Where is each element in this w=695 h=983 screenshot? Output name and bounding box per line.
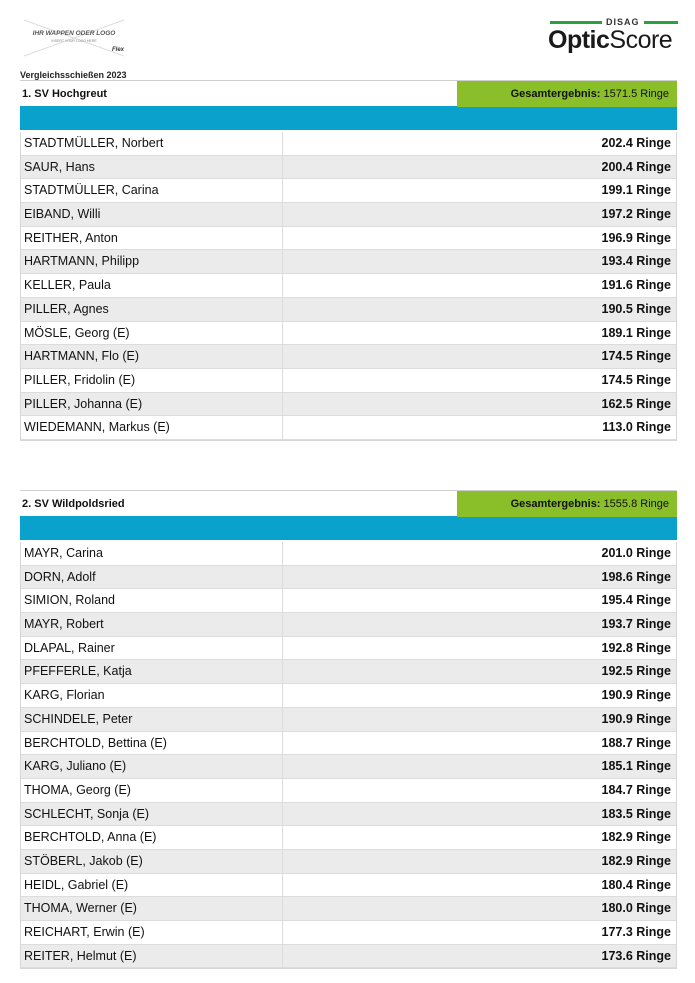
- table-row: [21, 945, 676, 969]
- member-score: 202.4 Ringe: [601, 136, 671, 150]
- member-score: 193.7 Ringe: [601, 617, 671, 632]
- member-score: 197.2 Ringe: [601, 207, 671, 222]
- member-score: 185.1 Ringe: [601, 759, 671, 774]
- table-row: [21, 732, 676, 756]
- member-name: KARG, Juliano (E): [21, 755, 283, 778]
- member-score: 190.5 Ringe: [601, 301, 671, 316]
- member-score: 190.9 Ringe: [601, 711, 671, 726]
- team-total-badge: [457, 491, 677, 517]
- table-row: [21, 156, 676, 180]
- table-row: [21, 274, 676, 298]
- table-row: [21, 708, 676, 732]
- member-name: STÖBERL, Jakob (E): [21, 850, 283, 873]
- member-score: 173.6 Ringe: [601, 948, 671, 963]
- table-row: [21, 897, 676, 921]
- table-row: [21, 369, 676, 393]
- member-table: [20, 542, 677, 969]
- team-section-2: [20, 490, 677, 969]
- member-name: DORN, Adolf: [21, 566, 283, 589]
- member-name: MAYR, Robert: [21, 613, 283, 636]
- total-label: Gesamtergebnis:: [510, 498, 601, 510]
- member-score: 180.0 Ringe: [601, 901, 671, 916]
- table-row: [21, 566, 676, 590]
- member-name: STADTMÜLLER, Carina: [21, 179, 283, 202]
- table-row: [21, 132, 676, 156]
- table-row: [21, 921, 676, 945]
- table-row: [21, 637, 676, 661]
- member-score: 191.6 Ringe: [601, 278, 671, 293]
- member-name: HARTMANN, Flo (E): [21, 345, 283, 368]
- table-row: [21, 826, 676, 850]
- member-score: 195.4 Ringe: [601, 593, 671, 608]
- member-score: 180.4 Ringe: [601, 877, 671, 892]
- member-score: 192.5 Ringe: [601, 664, 671, 679]
- logo-flex-text: Flex: [111, 47, 124, 53]
- member-name: BERCHTOLD, Bettina (E): [21, 732, 283, 755]
- table-row: [21, 755, 676, 779]
- member-name: BERCHTOLD, Anna (E): [21, 826, 283, 849]
- member-score: 199.1 Ringe: [601, 183, 671, 198]
- member-name: KARG, Florian: [21, 684, 283, 707]
- table-row: [21, 322, 676, 346]
- table-header-band: [20, 106, 677, 132]
- logo-placeholder-text: IHR WAPPEN ODER LOGO: [32, 30, 116, 37]
- member-name: WIEDEMANN, Markus (E): [21, 416, 283, 439]
- member-table: [20, 132, 677, 441]
- member-name: PILLER, Johanna (E): [21, 393, 283, 416]
- team-total-value: 1555.8 Ringe: [603, 498, 669, 510]
- total-label: Gesamtergebnis:: [510, 88, 601, 100]
- member-score: 182.9 Ringe: [601, 853, 671, 868]
- table-row: [21, 684, 676, 708]
- member-name: STADTMÜLLER, Norbert: [21, 132, 283, 155]
- member-name: PILLER, Fridolin (E): [21, 369, 283, 392]
- member-score: 193.4 Ringe: [601, 254, 671, 269]
- member-score: 174.5 Ringe: [601, 349, 671, 364]
- member-name: REITHER, Anton: [21, 227, 283, 250]
- logo-sub-text: INSERT YOUR LOGO HERE: [51, 39, 97, 43]
- brand-bar-right: [644, 21, 678, 24]
- member-name: HEIDL, Gabriel (E): [21, 874, 283, 897]
- member-score: 200.4 Ringe: [601, 159, 671, 174]
- member-score: 188.7 Ringe: [601, 735, 671, 750]
- member-name: SAUR, Hans: [21, 156, 283, 179]
- member-score: 182.9 Ringe: [601, 830, 671, 845]
- member-name: THOMA, Werner (E): [21, 897, 283, 920]
- member-score: 177.3 Ringe: [601, 925, 671, 939]
- table-row: [21, 203, 676, 227]
- team-header: [20, 490, 677, 516]
- member-name: DLAPAL, Rainer: [21, 637, 283, 660]
- opticscore-logo: [548, 17, 678, 53]
- table-row: [21, 874, 676, 898]
- table-row: [21, 298, 676, 322]
- table-row: [21, 416, 676, 440]
- member-name: SCHLECHT, Sonja (E): [21, 803, 283, 826]
- table-row: [21, 542, 676, 566]
- member-score: 192.8 Ringe: [601, 640, 671, 655]
- table-row: [21, 393, 676, 417]
- member-score: 162.5 Ringe: [601, 396, 671, 411]
- team-name: 2. SV Wildpoldsried: [22, 498, 125, 510]
- table-row: [21, 179, 676, 203]
- member-name: SIMION, Roland: [21, 589, 283, 612]
- team-total-badge: [457, 81, 677, 107]
- member-name: THOMA, Georg (E): [21, 779, 283, 802]
- member-score: 183.5 Ringe: [601, 806, 671, 821]
- team-name: 1. SV Hochgreut: [22, 88, 107, 100]
- member-score: 113.0 Ringe: [602, 420, 671, 435]
- table-row: [21, 660, 676, 684]
- member-name: REITER, Helmut (E): [21, 945, 283, 968]
- team-section-1: [20, 80, 677, 441]
- brand-bold-text: Optic: [548, 26, 610, 54]
- table-row: [21, 803, 676, 827]
- member-score: 189.1 Ringe: [601, 325, 671, 340]
- table-header-band: [20, 516, 677, 542]
- member-name: HARTMANN, Philipp: [21, 250, 283, 273]
- table-row: [21, 589, 676, 613]
- brand-bar-left: [550, 21, 602, 24]
- member-score: 190.9 Ringe: [601, 688, 671, 703]
- brand-regular-text: Score: [609, 26, 673, 54]
- member-name: KELLER, Paula: [21, 274, 283, 297]
- member-name: EIBAND, Willi: [21, 203, 283, 226]
- table-row: [21, 850, 676, 874]
- table-row: [21, 227, 676, 251]
- member-score: 174.5 Ringe: [601, 372, 671, 387]
- event-title: Vergleichsschießen 2023: [20, 70, 127, 80]
- brand-name: [548, 27, 672, 53]
- member-name: PFEFFERLE, Katja: [21, 660, 283, 683]
- member-score: 196.9 Ringe: [601, 230, 671, 245]
- member-name: MAYR, Carina: [21, 542, 283, 565]
- team-header: [20, 80, 677, 106]
- club-logo-placeholder: [20, 18, 128, 58]
- table-row: [21, 613, 676, 637]
- brand-disag-text: DISAG: [606, 17, 640, 27]
- member-score: 184.7 Ringe: [601, 782, 671, 797]
- member-name: MÖSLE, Georg (E): [21, 322, 283, 345]
- table-row: [21, 779, 676, 803]
- table-row: [21, 250, 676, 274]
- member-score: 201.0 Ringe: [601, 546, 671, 560]
- member-name: SCHINDELE, Peter: [21, 708, 283, 731]
- member-name: PILLER, Agnes: [21, 298, 283, 321]
- member-score: 198.6 Ringe: [601, 569, 671, 584]
- team-total-value: 1571.5 Ringe: [603, 88, 669, 100]
- member-name: REICHART, Erwin (E): [21, 921, 283, 944]
- logo-placeholder-graphic: [20, 18, 128, 58]
- table-row: [21, 345, 676, 369]
